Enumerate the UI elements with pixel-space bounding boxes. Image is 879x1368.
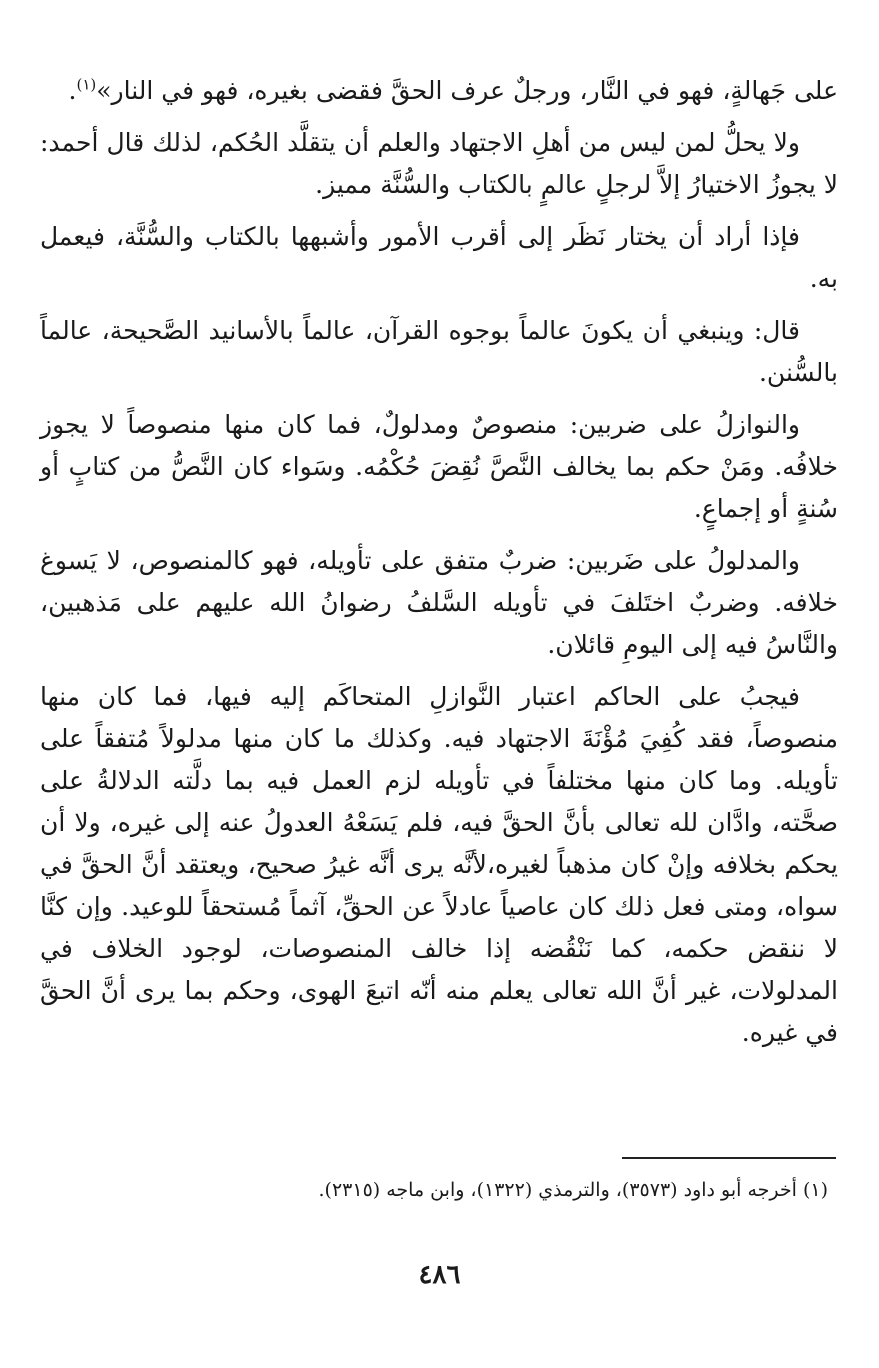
- footnote: (١) أخرجه أبو داود (٣٥٧٣)، والترمذي (١٣٢٢)، وابن ماجه (٢٣١٥).: [318, 1179, 828, 1201]
- paragraph-6: والمدلولُ على ضَربين: ضربٌ متفق على تأويله، فهو كالمنصوص، لا يَسوغ خلافه. وضربٌ اختَلفَ في تأويله السَّلفُ رضوانُ الله عليهم على مَذهبين، والنَّاسُ فيه إلى اليومِ قائلان.: [40, 546, 838, 659]
- footnote-divider: [622, 1157, 836, 1159]
- paragraph-4: قال: وينبغي أن يكونَ عالماً بوجوه القرآن، عالماً بالأسانيد الصَّحيحة، عالماً بالسُّنن.: [40, 316, 838, 387]
- paragraph-1: [40, 70, 838, 112]
- paragraph-1-text: على جَهالةٍ، فهو في النَّار، ورجلٌ عرف الحقَّ فقضى بغيره، فهو في النار»: [96, 76, 838, 105]
- page-body: [40, 70, 838, 1064]
- paragraph-1-end: .: [68, 76, 77, 105]
- paragraph-5: والنوازلُ على ضربين: منصوصٌ ومدلولٌ، فما كان منها منصوصاً لا يجوز خلافُه. ومَنْ حكم بما يخالف النَّصَّ نُقِضَ حُكْمُه. وسَواء كان النَّصُّ من كتابٍ أو سُنةٍ أو إجماعٍ.: [40, 410, 838, 523]
- paragraph-3: فإذا أراد أن يختار نَظَر إلى أقرب الأمور وأشبهها بالكتاب والسُّنَّة، فيعمل به.: [40, 222, 838, 293]
- paragraph-7: فيجبُ على الحاكم اعتبار النَّوازلِ المتحاكَم إليه فيها، فما كان منها منصوصاً، فقد كُفِيَ مُؤْنَةَ الاجتهاد فيه. وكذلك ما كان منها مدلولاً مُتفقاً على تأويله. وما كان منها مختلفاً في تأويله لزم العمل فيه بما دلَّته الدلالةُ على صحَّته، وادَّان لله تعالى بأنَّ الحقَّ فيه، فلم يَسَعْهُ العدولُ عنه إلى غيره، ولا أن يحكم بخلافه وإنْ كان مذهباً لغيره،لأنَّه يرى أنَّه غيرُ صحيح، ويعتقد أنَّ الحقَّ في سواه، ومتى فعل ذلك كان عاصياً عادلاً عن الحقِّ، آثماً مُستحقاً للوعيد. وإن كنَّا لا ننقض حكمه، كما نَنْقُضه إذا خالف المنصوصات، لوجود الخلاف في المدلولات، غير أنَّ الله تعالى يعلم منه أنّه اتبعَ الهوى، وحكم بما يرى أنَّ الحقَّ في غيره.: [40, 682, 838, 1047]
- footnote-reference: (١): [76, 75, 97, 94]
- page-number: ٤٨٦: [418, 1260, 461, 1290]
- paragraph-2: ولا يحلُّ لمن ليس من أهلِ الاجتهاد والعلم أن يتقلَّد الحُكم، لذلك قال أحمد: لا يجوزُ الاختيارُ إلاَّ لرجلٍ عالمٍ بالكتاب والسُّنَّة مميز.: [40, 128, 838, 199]
